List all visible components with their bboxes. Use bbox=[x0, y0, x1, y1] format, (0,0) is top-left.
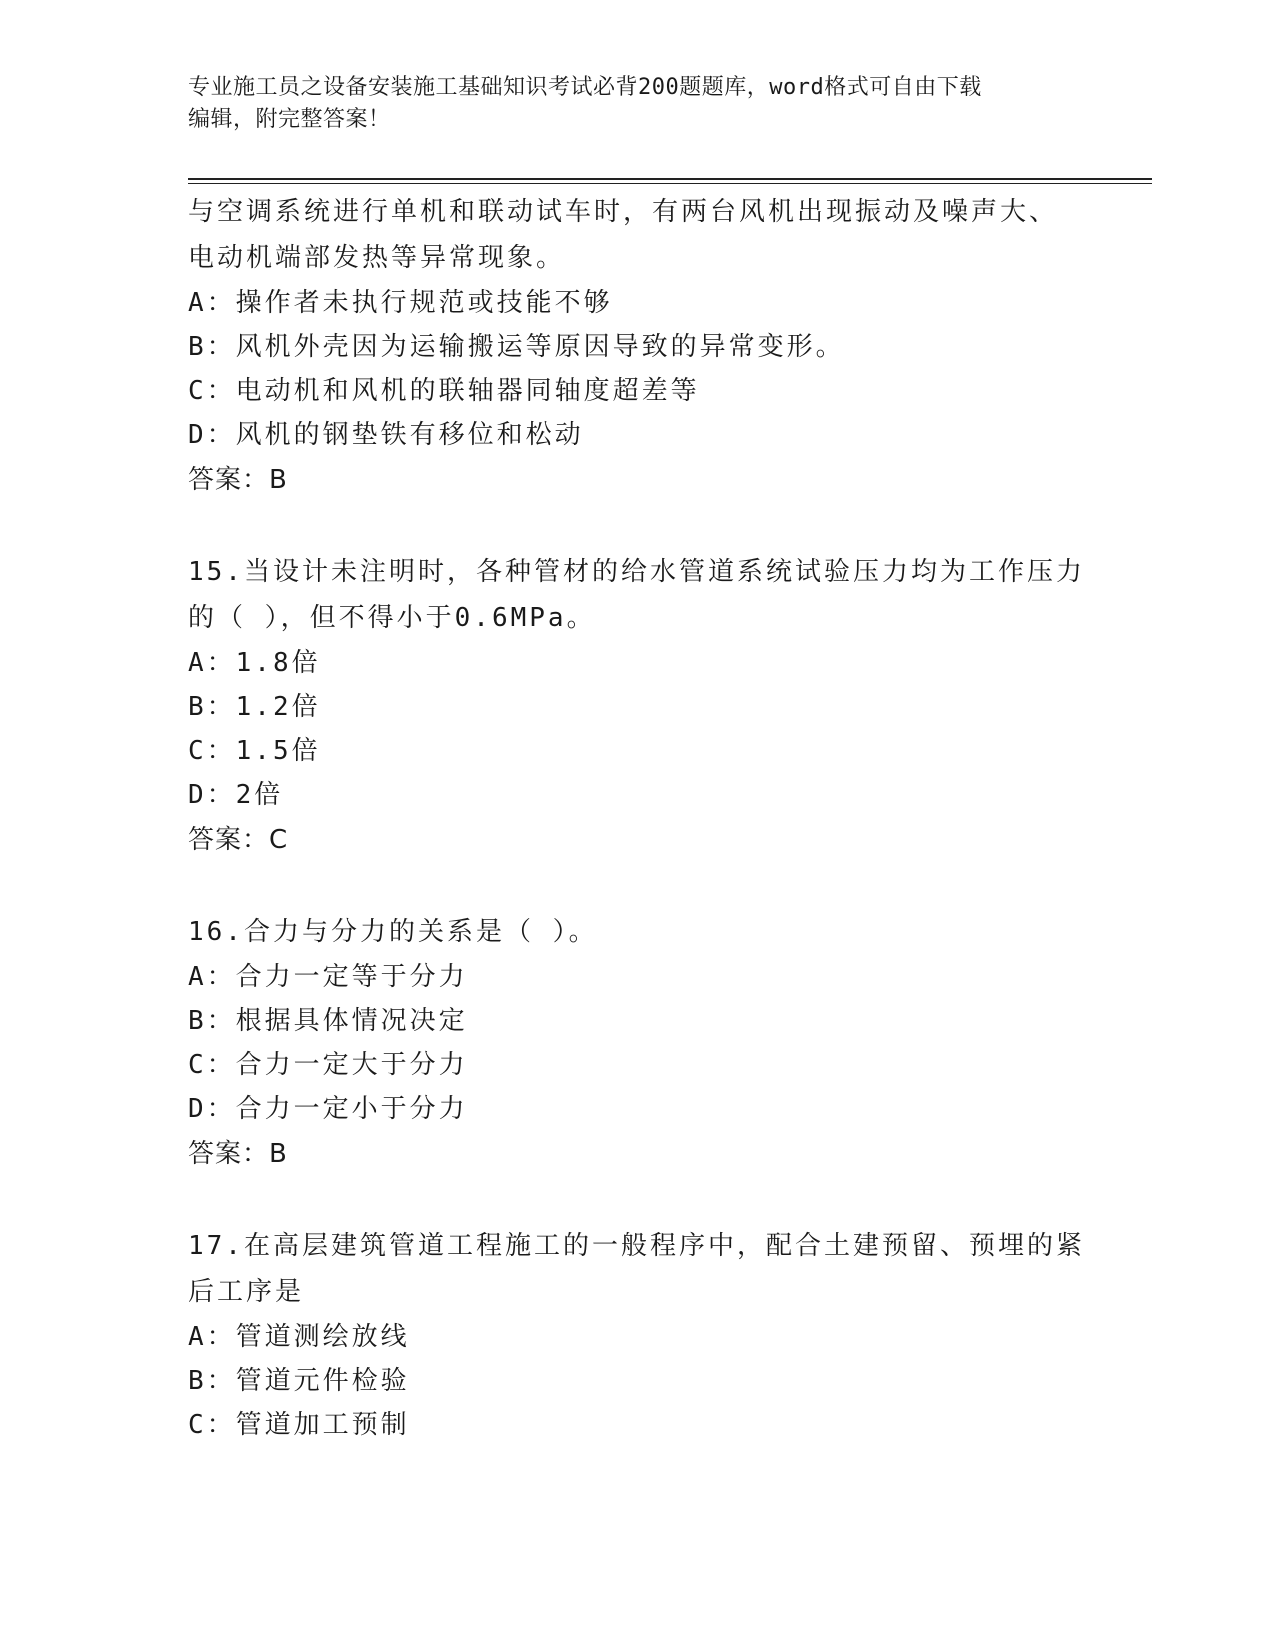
question-stem: 后工序是 bbox=[188, 1277, 305, 1307]
option-c: C：1.5倍 bbox=[188, 736, 321, 766]
question-17 bbox=[188, 1223, 1088, 1447]
question-list bbox=[188, 189, 1088, 1447]
option-b: B：管道元件检验 bbox=[188, 1366, 410, 1396]
answer-text: 答案：B bbox=[188, 465, 288, 495]
answer-text: 答案：C bbox=[188, 825, 289, 855]
question-stem: 电动机端部发热等异常现象。 bbox=[188, 243, 566, 273]
spacer bbox=[188, 1177, 1088, 1223]
option-b: B：风机外壳因为运输搬运等原因导致的异常变形。 bbox=[188, 332, 845, 362]
option-b: B：1.2倍 bbox=[188, 692, 321, 722]
option-d: D：合力一定小于分力 bbox=[188, 1094, 468, 1124]
question-stem: 的（ ），但不得小于0.6MPa。 bbox=[188, 603, 596, 633]
option-d: D：风机的钢垫铁有移位和松动 bbox=[188, 420, 584, 450]
option-c: C：电动机和风机的联轴器同轴度超差等 bbox=[188, 376, 700, 406]
option-c: C：管道加工预制 bbox=[188, 1410, 410, 1440]
header-divider-thin bbox=[188, 183, 1152, 184]
option-a: A：1.8倍 bbox=[188, 648, 321, 678]
question-stem: 15.当设计未注明时，各种管材的给水管道系统试验压力均为工作压力 bbox=[188, 557, 1085, 587]
document-header bbox=[188, 72, 1088, 136]
option-a: A：管道测绘放线 bbox=[188, 1322, 410, 1352]
option-c: C：合力一定大于分力 bbox=[188, 1050, 468, 1080]
question-stem: 16.合力与分力的关系是（ ）。 bbox=[188, 917, 598, 947]
question-14 bbox=[188, 189, 1088, 503]
option-a: A：操作者未执行规范或技能不够 bbox=[188, 288, 613, 318]
answer-text: 答案：B bbox=[188, 1139, 288, 1169]
question-15 bbox=[188, 549, 1088, 863]
spacer bbox=[188, 863, 1088, 909]
question-16 bbox=[188, 909, 1088, 1177]
header-line-2: 编辑，附完整答案！ bbox=[188, 107, 391, 132]
question-stem: 与空调系统进行单机和联动试车时，有两台风机出现振动及噪声大、 bbox=[188, 197, 1059, 227]
question-stem: 17.在高层建筑管道工程施工的一般程序中，配合土建预留、预埋的紧 bbox=[188, 1231, 1085, 1261]
option-b: B：根据具体情况决定 bbox=[188, 1006, 468, 1036]
option-d: D：2倍 bbox=[188, 780, 284, 810]
header-line-1: 专业施工员之设备安装施工基础知识考试必背200题题库，word格式可自由下载 bbox=[188, 75, 982, 100]
spacer bbox=[188, 503, 1088, 549]
header-divider-thick bbox=[188, 178, 1152, 180]
option-a: A：合力一定等于分力 bbox=[188, 962, 468, 992]
